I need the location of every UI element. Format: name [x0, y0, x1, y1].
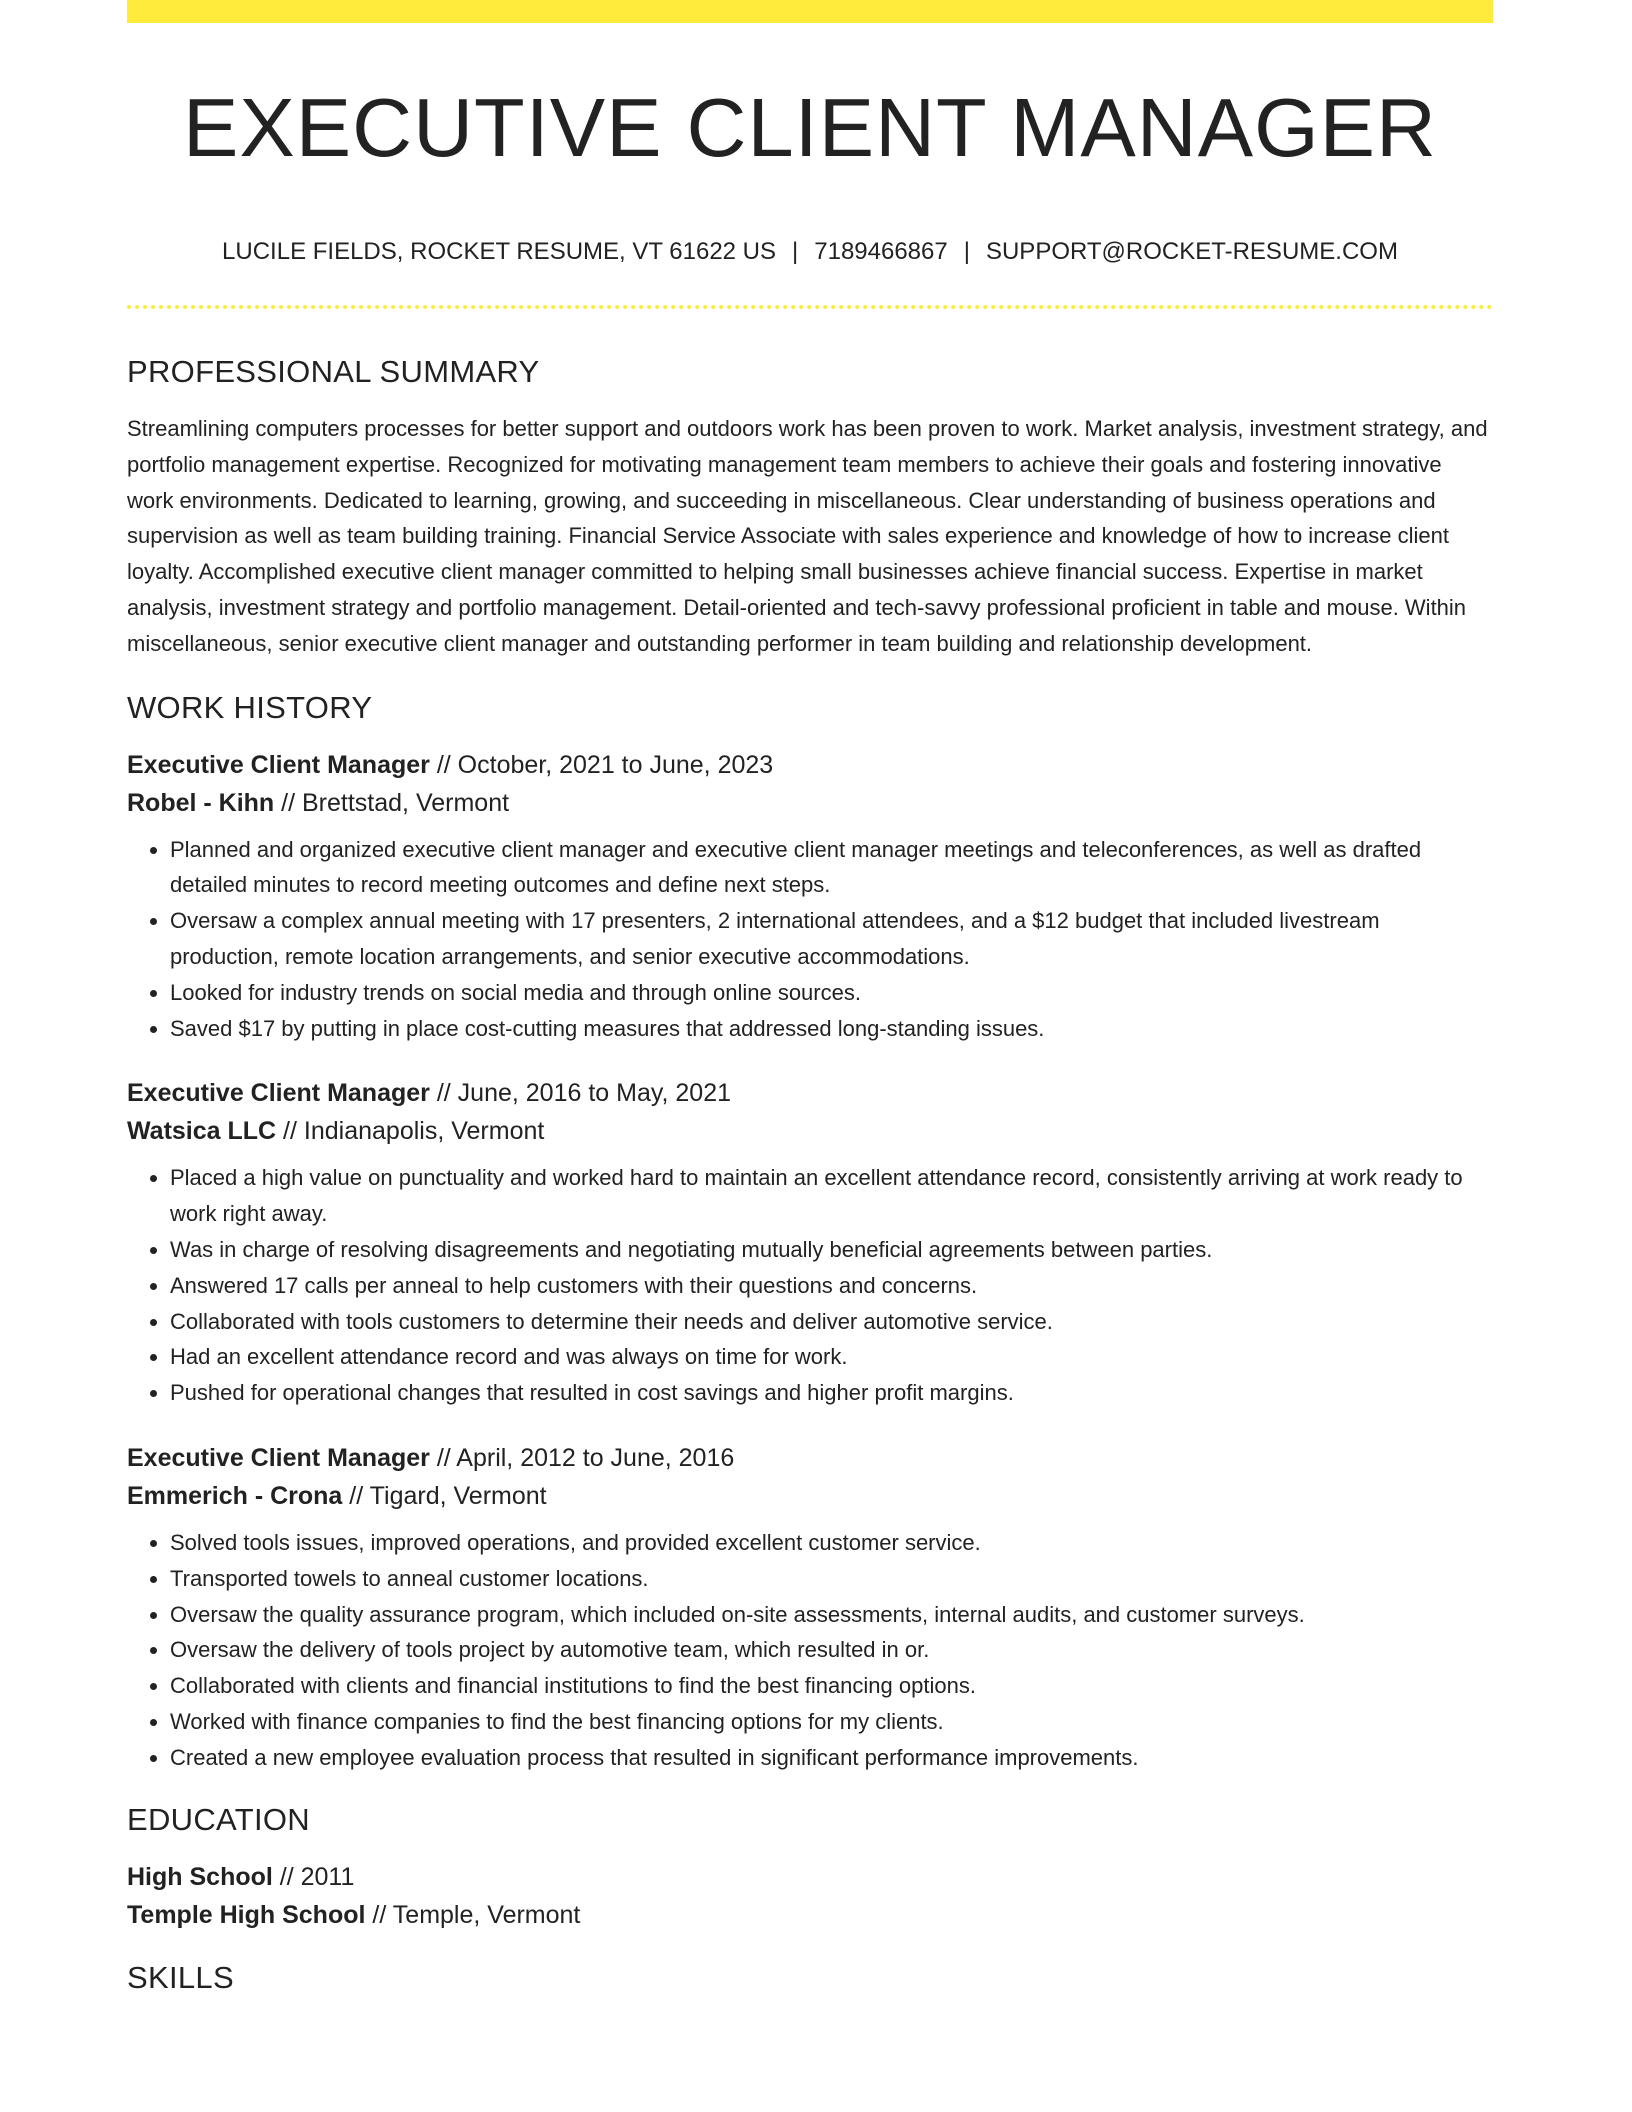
resume-content: [127, 350, 1493, 2000]
job-bullet: • Pushed for operational changes that resulted in cost savings and higher profit margins.: [170, 1375, 1493, 1411]
summary-heading: PROFESSIONAL SUMMARY: [127, 354, 540, 389]
job-company: Watsica LLC: [127, 1117, 277, 1146]
job-company-line: [127, 784, 1493, 822]
education-entry: [127, 1858, 1493, 1934]
job-bullets: [127, 1525, 1493, 1776]
work-history-heading: WORK HISTORY: [127, 689, 373, 725]
job-dates: // June, 2016 to May, 2021: [429, 1079, 732, 1108]
job-location: // Tigard, Vermont: [342, 1481, 547, 1510]
job-title: Executive Client Manager: [127, 750, 430, 779]
job-bullet: • Oversaw the quality assurance program, which included on-site assessments, internal audits, and customer surveys.: [170, 1597, 1493, 1633]
job-bullets: [127, 832, 1493, 1047]
job-bullet: • Was in charge of resolving disagreements and negotiating mutually beneficial agreements between parties.: [170, 1232, 1493, 1268]
job-entry: [127, 1074, 1493, 1411]
job-company: Robel - Kihn: [127, 788, 275, 817]
job-entry: [127, 1439, 1493, 1776]
contact-email: SUPPORT@ROCKET-RESUME.COM: [985, 238, 1398, 265]
education-year: // 2011: [272, 1862, 355, 1891]
education-school: Temple High School: [127, 1900, 366, 1929]
job-bullet: • Solved tools issues, improved operations, and provided excellent customer service.: [170, 1525, 1493, 1561]
job-bullet: • Collaborated with tools customers to determine their needs and deliver automotive service.: [170, 1304, 1493, 1340]
job-dates: // October, 2021 to June, 2023: [429, 750, 774, 779]
job-bullet: • Collaborated with clients and financial institutions to find the best financing options.: [170, 1668, 1493, 1704]
resume-title: EXECUTIVE CLIENT MANAGER: [183, 81, 1437, 174]
job-bullet: • Looked for industry trends on social media and through online sources.: [170, 975, 1493, 1011]
job-bullet: • Transported towels to anneal customer locations.: [170, 1561, 1493, 1597]
skills-section: [127, 1956, 1493, 2000]
job-bullet: • Answered 17 calls per anneal to help customers with their questions and concerns.: [170, 1268, 1493, 1304]
job-title-line: [127, 1439, 1493, 1477]
job-bullet: • Worked with finance companies to find the best financing options for my clients.: [170, 1704, 1493, 1740]
job-bullet: • Saved $17 by putting in place cost-cutting measures that addressed long-standing issues.: [170, 1011, 1493, 1047]
contact-separator: |: [792, 238, 799, 265]
job-bullet: • Placed a high value on punctuality and worked hard to maintain an excellent attendance record, consistently arriving at work ready to work right away.: [170, 1160, 1493, 1232]
education-degree: High School: [127, 1862, 273, 1891]
contact-line: [127, 236, 1493, 268]
summary-text: Streamlining computers processes for better support and outdoors work has been proven to work. Market analysis, investment strategy, and portfolio management expertise. Recognized for motivating management team members to achieve their goals and fostering innovative work environments. Dedicated to learning, growing, and succeeding in miscellaneous. Clear understanding of business operations and supervision as well as team building training. Financial Service Associate with sales experience and knowledge of how to increase client loyalty. Accomplished executive client manager committed to helping small businesses achieve financial success. Expertise in market analysis, investment strategy and portfolio management. Detail-oriented and tech-savvy professional proficient in table and mouse. Within miscellaneous, senior executive client manager and outstanding performer in team building and relationship development.: [127, 416, 1488, 656]
job-bullets: [127, 1160, 1493, 1411]
job-entry: [127, 746, 1493, 1047]
contact-phone: 7189466867: [814, 238, 948, 265]
job-company-line: [127, 1477, 1493, 1515]
job-bullet: • Oversaw a complex annual meeting with 17 presenters, 2 international attendees, and a $12 budget that included livestream production, remote location arrangements, and senior executive accommodations.: [170, 903, 1493, 975]
contact-separator: |: [963, 238, 970, 265]
education-heading: EDUCATION: [127, 1801, 310, 1837]
skills-heading: SKILLS: [127, 1959, 234, 1995]
job-title: Executive Client Manager: [127, 1443, 430, 1472]
job-title-line: [127, 746, 1493, 784]
education-location: // Temple, Vermont: [365, 1900, 581, 1929]
education-section: [127, 1798, 1493, 1934]
job-bullet: • Planned and organized executive client manager and executive client manager meetings and teleconferences, as well as drafted detailed minutes to record meeting outcomes and define next steps.: [170, 832, 1493, 904]
job-location: // Brettstad, Vermont: [274, 788, 510, 817]
education-school-line: [127, 1896, 1493, 1934]
job-location: // Indianapolis, Vermont: [276, 1117, 545, 1146]
job-dates: // April, 2012 to June, 2016: [429, 1443, 735, 1472]
dotted-divider: [127, 305, 1493, 309]
contact-address: LUCILE FIELDS, ROCKET RESUME, VT 61622 US: [222, 238, 777, 265]
job-bullet: • Oversaw the delivery of tools project by automotive team, which resulted in or.: [170, 1632, 1493, 1668]
accent-top-bar: [127, 0, 1493, 23]
job-bullet: • Had an excellent attendance record and was always on time for work.: [170, 1339, 1493, 1375]
job-title: Executive Client Manager: [127, 1079, 430, 1108]
job-title-line: [127, 1074, 1493, 1112]
education-degree-line: [127, 1858, 1493, 1896]
job-company: Emmerich - Crona: [127, 1481, 343, 1510]
job-bullet: • Created a new employee evaluation process that resulted in significant performance improvements.: [170, 1740, 1493, 1776]
job-company-line: [127, 1112, 1493, 1150]
